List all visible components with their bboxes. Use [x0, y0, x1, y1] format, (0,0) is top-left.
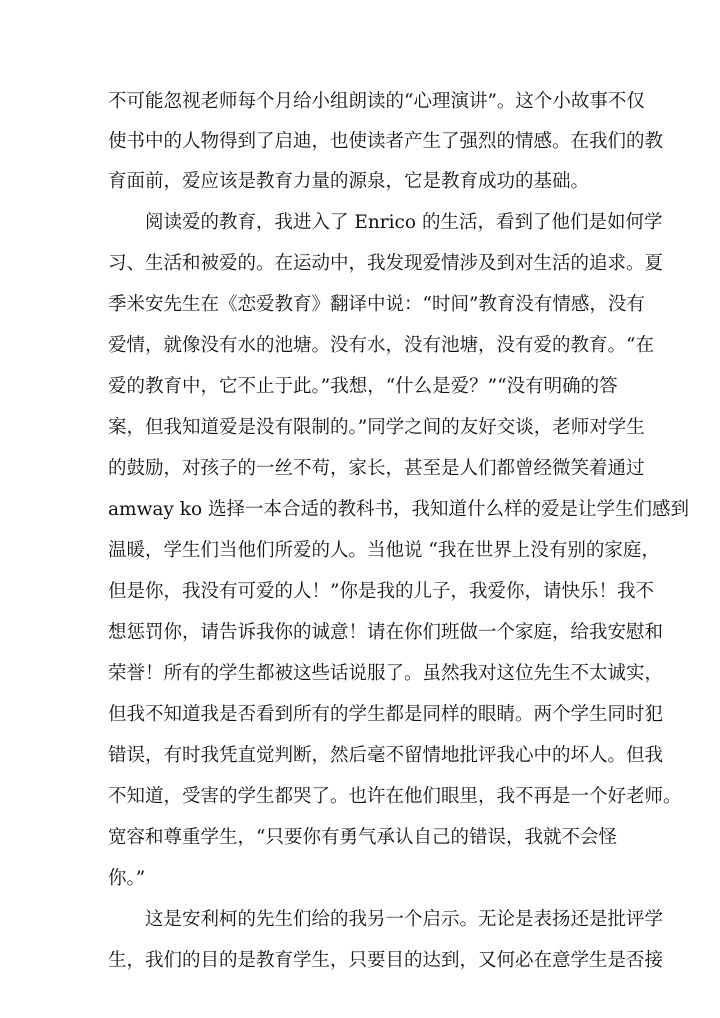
text-line: 生，我们的目的是教育学生，只要目的达到，又何必在意学生是否接: [108, 950, 664, 971]
text-line: 但我不知道我是否看到所有的学生都是同样的眼睛。两个学生同时犯: [108, 704, 664, 725]
text-line: amway ko 选择一本合适的教科书，我知道什么样的爱是让学生们感到: [108, 499, 689, 520]
text-line: 错误，有时我凭直觉判断，然后毫不留情地批评我心中的坏人。但我: [108, 745, 664, 766]
text-line: 爱情，就像没有水的池塘。没有水，没有池塘，没有爱的教育。“在: [108, 335, 654, 356]
text-line: 季米安先生在《恋爱教育》翻译中说：“时间”教育没有情感，没有: [108, 294, 645, 315]
text-line: 不可能忽视老师每个月给小组朗读的“心理演讲”。这个小故事不仅: [108, 91, 645, 112]
text-line: 不知道，受害的学生都哭了。也许在他们眼里，我不再是一个好老师。: [108, 786, 682, 807]
text-line: 使书中的人物得到了启迪，也使读者产生了强烈的情感。在我们的教: [108, 131, 664, 152]
text-line: 荣誉！所有的学生都被这些话说服了。虽然我对这位先生不太诚实，: [108, 663, 664, 684]
text-line: 宽容和尊重学生，“只要你有勇气承认自己的错误，我就不会怪: [108, 827, 617, 848]
text-line: 但是你，我没有可爱的人！”你是我的儿子，我爱你，请快乐！我不: [108, 581, 654, 602]
text-line: 爱的教育中，它不止于此。”我想，“什么是爱？”“没有明确的答: [108, 376, 618, 397]
paragraph-first-line: 阅读爱的教育，我进入了 Enrico 的生活，看到了他们是如何学: [145, 212, 663, 233]
text-line: 育面前，爱应该是教育力量的源泉，它是教育成功的基础。: [108, 171, 590, 192]
text-line: 温暖，学生们当他们所爱的人。当他说 “我在世界上没有别的家庭，: [108, 540, 660, 561]
paragraph-first-line: 这是安利柯的先生们给的我另一个启示。无论是表扬还是批评学: [145, 909, 664, 930]
text-line: 你。”: [108, 868, 146, 889]
text-line: 习、生活和被爱的。在运动中，我发现爱情涉及到对生活的追求。夏: [108, 253, 664, 274]
text-line: 想惩罚你，请告诉我你的诚意！请在你们班做一个家庭，给我安慰和: [108, 622, 664, 643]
text-line: 的鼓励，对孩子的一丝不苟，家长，甚至是人们都曾经微笑着通过: [108, 458, 645, 479]
text-line: 案，但我知道爱是没有限制的。”同学之间的友好交谈，老师对学生: [108, 417, 645, 438]
